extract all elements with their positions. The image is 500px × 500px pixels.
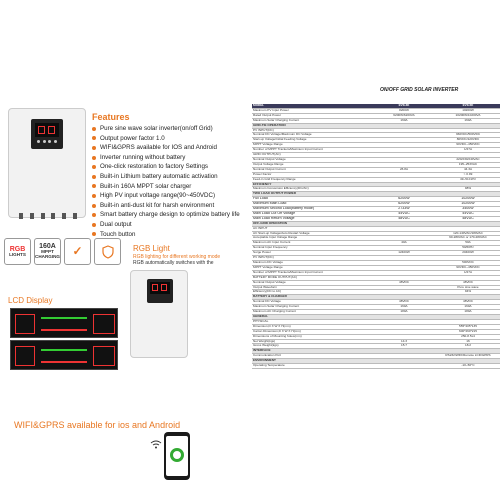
inverter-lcd-screen — [150, 282, 170, 294]
spec-value: 250-8.5x4 — [436, 334, 500, 339]
spec-label: Nominal DC Voltage/Maximum DC Voltage — [252, 133, 372, 138]
spec-label: Dimension,D X W X H(mm) — [252, 324, 372, 329]
mppt-badge: 160A MPPT CHARGING — [34, 238, 61, 265]
spec-label: Efficiency(DC to AC) — [252, 290, 372, 295]
spec-sheet-title: ON/OFF GRID SOLAR INVERTER — [380, 87, 459, 93]
spec-label: Maximum Main Load — [252, 202, 372, 207]
spec-label: Maximum PV Input Power — [252, 108, 372, 113]
spec-value: 16 — [436, 339, 500, 344]
spec-value: 44VDC — [372, 211, 436, 216]
spec-label: Main Load Cut Off Voltage — [252, 211, 372, 216]
spec-value: 160A — [436, 305, 500, 310]
spec-value: RS232/WIFI/Remote LCD/GPRS — [436, 354, 500, 359]
spec-value: 600*460*215 — [436, 329, 500, 334]
shield-icon — [101, 245, 115, 259]
spec-label: Nominal Output Voltage — [252, 280, 372, 285]
spec-value: 10200W — [436, 197, 500, 202]
spec-value: 40A — [372, 241, 436, 246]
spec-label: Full Load — [252, 197, 372, 202]
spec-value: 49~51±1Hz — [436, 177, 500, 182]
spec-label: MPPT Voltage Range — [252, 265, 372, 270]
spec-value: 90-280VAC or 170-280VAC — [436, 236, 500, 241]
lcd-display-image-2 — [10, 340, 118, 370]
spec-label: Surge Power — [252, 251, 372, 256]
spec-value: 160A — [372, 118, 436, 123]
spec-label: GENERAL — [252, 314, 372, 319]
inverter-image-main — [8, 108, 86, 218]
spec-label: GRID-TIE OPERATION — [252, 123, 372, 128]
spec-label: Gross Weight(kgs) — [252, 344, 372, 349]
rgb-light-desc-1: RGB lighting for different working mode — [133, 254, 221, 260]
feature-item: High PV input voltage range(90~450VDC) — [92, 191, 240, 201]
spec-label: OFF-GRID OPERATION — [252, 221, 372, 226]
spec-value: 360VDC/500VDC — [436, 133, 500, 138]
spec-value: -10~50°C — [436, 364, 500, 369]
spec-value — [372, 364, 436, 369]
phone-screen — [166, 436, 188, 476]
rgb-lights-badge: RGB LIGHTS — [4, 238, 31, 265]
spec-label: Acceptable Input Voltage Range — [252, 236, 372, 241]
spec-value: 48VDC — [436, 280, 500, 285]
spec-value: 10200W — [436, 108, 500, 113]
feature-item: Built-in anti-dust kit for harsh environment — [92, 201, 240, 211]
spec-label: Maximum AC Charging Current — [252, 310, 372, 315]
spec-label: EFFICIENCY — [252, 182, 372, 187]
spec-label: Maximum DC Voltage — [252, 261, 372, 266]
inverter-control-panel — [147, 279, 173, 303]
spec-label: ENVIRONMENT — [252, 359, 372, 364]
spec-value: 2733W — [372, 207, 436, 212]
app-gauge-icon — [170, 448, 184, 462]
spec-value: 48VDC — [436, 216, 500, 221]
feature-item: Output power factor 1.0 — [92, 134, 240, 144]
spec-label: Carton Dimension,D X W X H(mm) — [252, 329, 372, 334]
spec-value: 20400W — [436, 251, 500, 256]
shield-badge — [94, 238, 121, 265]
spec-value: 10200W — [436, 202, 500, 207]
spec-value: EVII-3K — [372, 104, 436, 108]
inverter-control-panel — [31, 119, 63, 149]
spec-value: 48VDC — [372, 280, 436, 285]
spec-value: 80VDC/120VDC — [436, 138, 500, 143]
spec-value: 98% — [436, 187, 500, 192]
spec-label: Nominal Output Current — [252, 167, 372, 172]
spec-label: Output Voltage Range — [252, 162, 372, 167]
lcd-display-image-1 — [10, 308, 118, 338]
spec-value: 1/27A — [436, 148, 500, 153]
spec-value: 50A — [436, 241, 500, 246]
spec-label: PV INPUT(DC) — [252, 256, 372, 261]
check-badge — [64, 238, 91, 265]
spec-label: Rated Output Power — [252, 113, 372, 118]
spec-label: Operating Temperature — [252, 364, 372, 369]
rgb-light-title: RGB Light — [133, 244, 170, 253]
feature-badges — [4, 238, 121, 265]
spec-label: Maximum Second Load(battery mode) — [252, 207, 372, 212]
spec-value: 44.3A — [436, 167, 500, 172]
spec-value: 180A — [436, 310, 500, 315]
spec-label: MPPT Voltage Range — [252, 143, 372, 148]
spec-value: 18.2 — [436, 344, 500, 349]
spec-value: 6200W — [372, 197, 436, 202]
feature-item: One-click restoration to factory Settings — [92, 162, 240, 172]
spec-value: 15.7 — [372, 344, 436, 349]
spec-label: Net Weight(kgs) — [252, 339, 372, 344]
spec-value: 555*405*135 — [436, 324, 500, 329]
spec-value: 6200W/6200VA — [372, 113, 436, 118]
spec-value: 50/60Hz — [436, 246, 500, 251]
spec-value: 48VDC — [372, 300, 436, 305]
spec-value: 90VDC~450VDC — [436, 143, 500, 148]
spec-label: GRID OUTPUT(AC) — [252, 153, 372, 158]
spec-label: Number of MPPT Trackers/Maximum Input Current — [252, 270, 372, 275]
spec-label: Output Waveform — [252, 285, 372, 290]
lcd-display-title: LCD Display — [8, 296, 53, 305]
spec-label: BATTERY MODE OUTPUT(AC) — [252, 275, 372, 280]
spec-value: 44VDC — [436, 211, 500, 216]
spec-label: AC Start-up Voltage/Auto Restart Voltage — [252, 231, 372, 236]
spec-value: Pure sine wave — [436, 285, 500, 290]
spec-value: 48VDC — [372, 216, 436, 221]
spec-label: Maximum Solar Charging Current — [252, 305, 372, 310]
feature-item: Built-in 160A MPPT solar charger — [92, 182, 240, 192]
spec-value: 48VDC — [436, 300, 500, 305]
rgb-light-desc-2: RGB automatically switches with the — [133, 260, 214, 266]
wifi-gprs-title: WIFI&GPRS available for ios and Android — [14, 420, 181, 430]
smartphone-app-image — [164, 432, 190, 480]
feature-item: Smart battery charge design to optimize battery life — [92, 210, 240, 220]
checkmark-icon: ✓ — [72, 244, 83, 258]
spec-value: 14.3 — [372, 339, 436, 344]
spec-value: 120-140VAC/180VAC — [436, 231, 500, 236]
feature-item: Pure sine wave solar inverter(on/off Grid) — [92, 124, 240, 134]
spec-value: EVII-6K — [436, 104, 500, 108]
spec-label: Dimensions of Mounting holes(mm) — [252, 334, 372, 339]
spec-table — [252, 104, 500, 369]
inverter-image-rgb — [130, 270, 188, 358]
inverter-lcd-screen — [35, 123, 59, 137]
spec-label: MODEL — [252, 104, 372, 108]
spec-value: 160A — [372, 305, 436, 310]
feature-item: Inverter running without battery — [92, 153, 240, 163]
spec-label: Nominal Output Voltage — [252, 157, 372, 162]
spec-value: 180A — [372, 310, 436, 315]
spec-label: Feed-in Grid Frequency Range — [252, 177, 372, 182]
feature-item: Dual output — [92, 220, 240, 230]
spec-label: Main Load Return Voltage — [252, 216, 372, 221]
spec-label: Number of MPPT Trackers/Maximum Input Current — [252, 148, 372, 153]
spec-value: > 0.99 — [436, 172, 500, 177]
spec-label: Communication Port — [252, 354, 372, 359]
spec-label: PV INPUT(DC) — [252, 128, 372, 133]
feature-item: WIFI&GPRS available for IOS and Android — [92, 143, 240, 153]
feature-item: Touch button — [92, 230, 240, 240]
wifi-icon — [150, 436, 162, 454]
spec-value: 26.8A — [372, 167, 436, 172]
spec-label: Nominal Input Frequency — [252, 246, 372, 251]
spec-label: Maximum Solar Charging Current — [252, 118, 372, 123]
spec-label: Maximum AC Input Current — [252, 241, 372, 246]
spec-label: Nominal DC Voltage — [252, 300, 372, 305]
spec-label: Start-up Voltage/Initial Feeding Voltage — [252, 138, 372, 143]
spec-value: 3400W — [436, 207, 500, 212]
spec-value: 220/230/240VAC — [436, 157, 500, 162]
spec-label: INTERFACE — [252, 349, 372, 354]
features-title: Features — [92, 112, 130, 122]
spec-label: BATTERY & CHARGER — [252, 295, 372, 300]
spec-value: 10200W/10200VA — [436, 113, 500, 118]
spec-value: 8200W — [372, 108, 436, 113]
spec-value: 90VDC~450VDC — [436, 265, 500, 270]
spec-label: TWO LOAD OUTPUT POWER — [252, 192, 372, 197]
features-list — [92, 124, 240, 239]
spec-label: Maximum Conversion Efficiency(DC/AC) — [252, 187, 372, 192]
spec-value: 12400W — [372, 251, 436, 256]
spec-value: 160A — [436, 118, 500, 123]
spec-label: Power Factor — [252, 172, 372, 177]
spec-value: 195~253VAC — [436, 162, 500, 167]
spec-value: 6200W — [372, 202, 436, 207]
spec-value: 1/27A — [436, 270, 500, 275]
spec-label: PHYSICAL — [252, 319, 372, 324]
spec-label: AC INPUT — [252, 226, 372, 231]
spec-value: 94% — [436, 290, 500, 295]
spec-value: 500VDC — [436, 261, 500, 266]
feature-item: Built-in Lithium battery automatic activation — [92, 172, 240, 182]
spec-row — [252, 364, 500, 369]
